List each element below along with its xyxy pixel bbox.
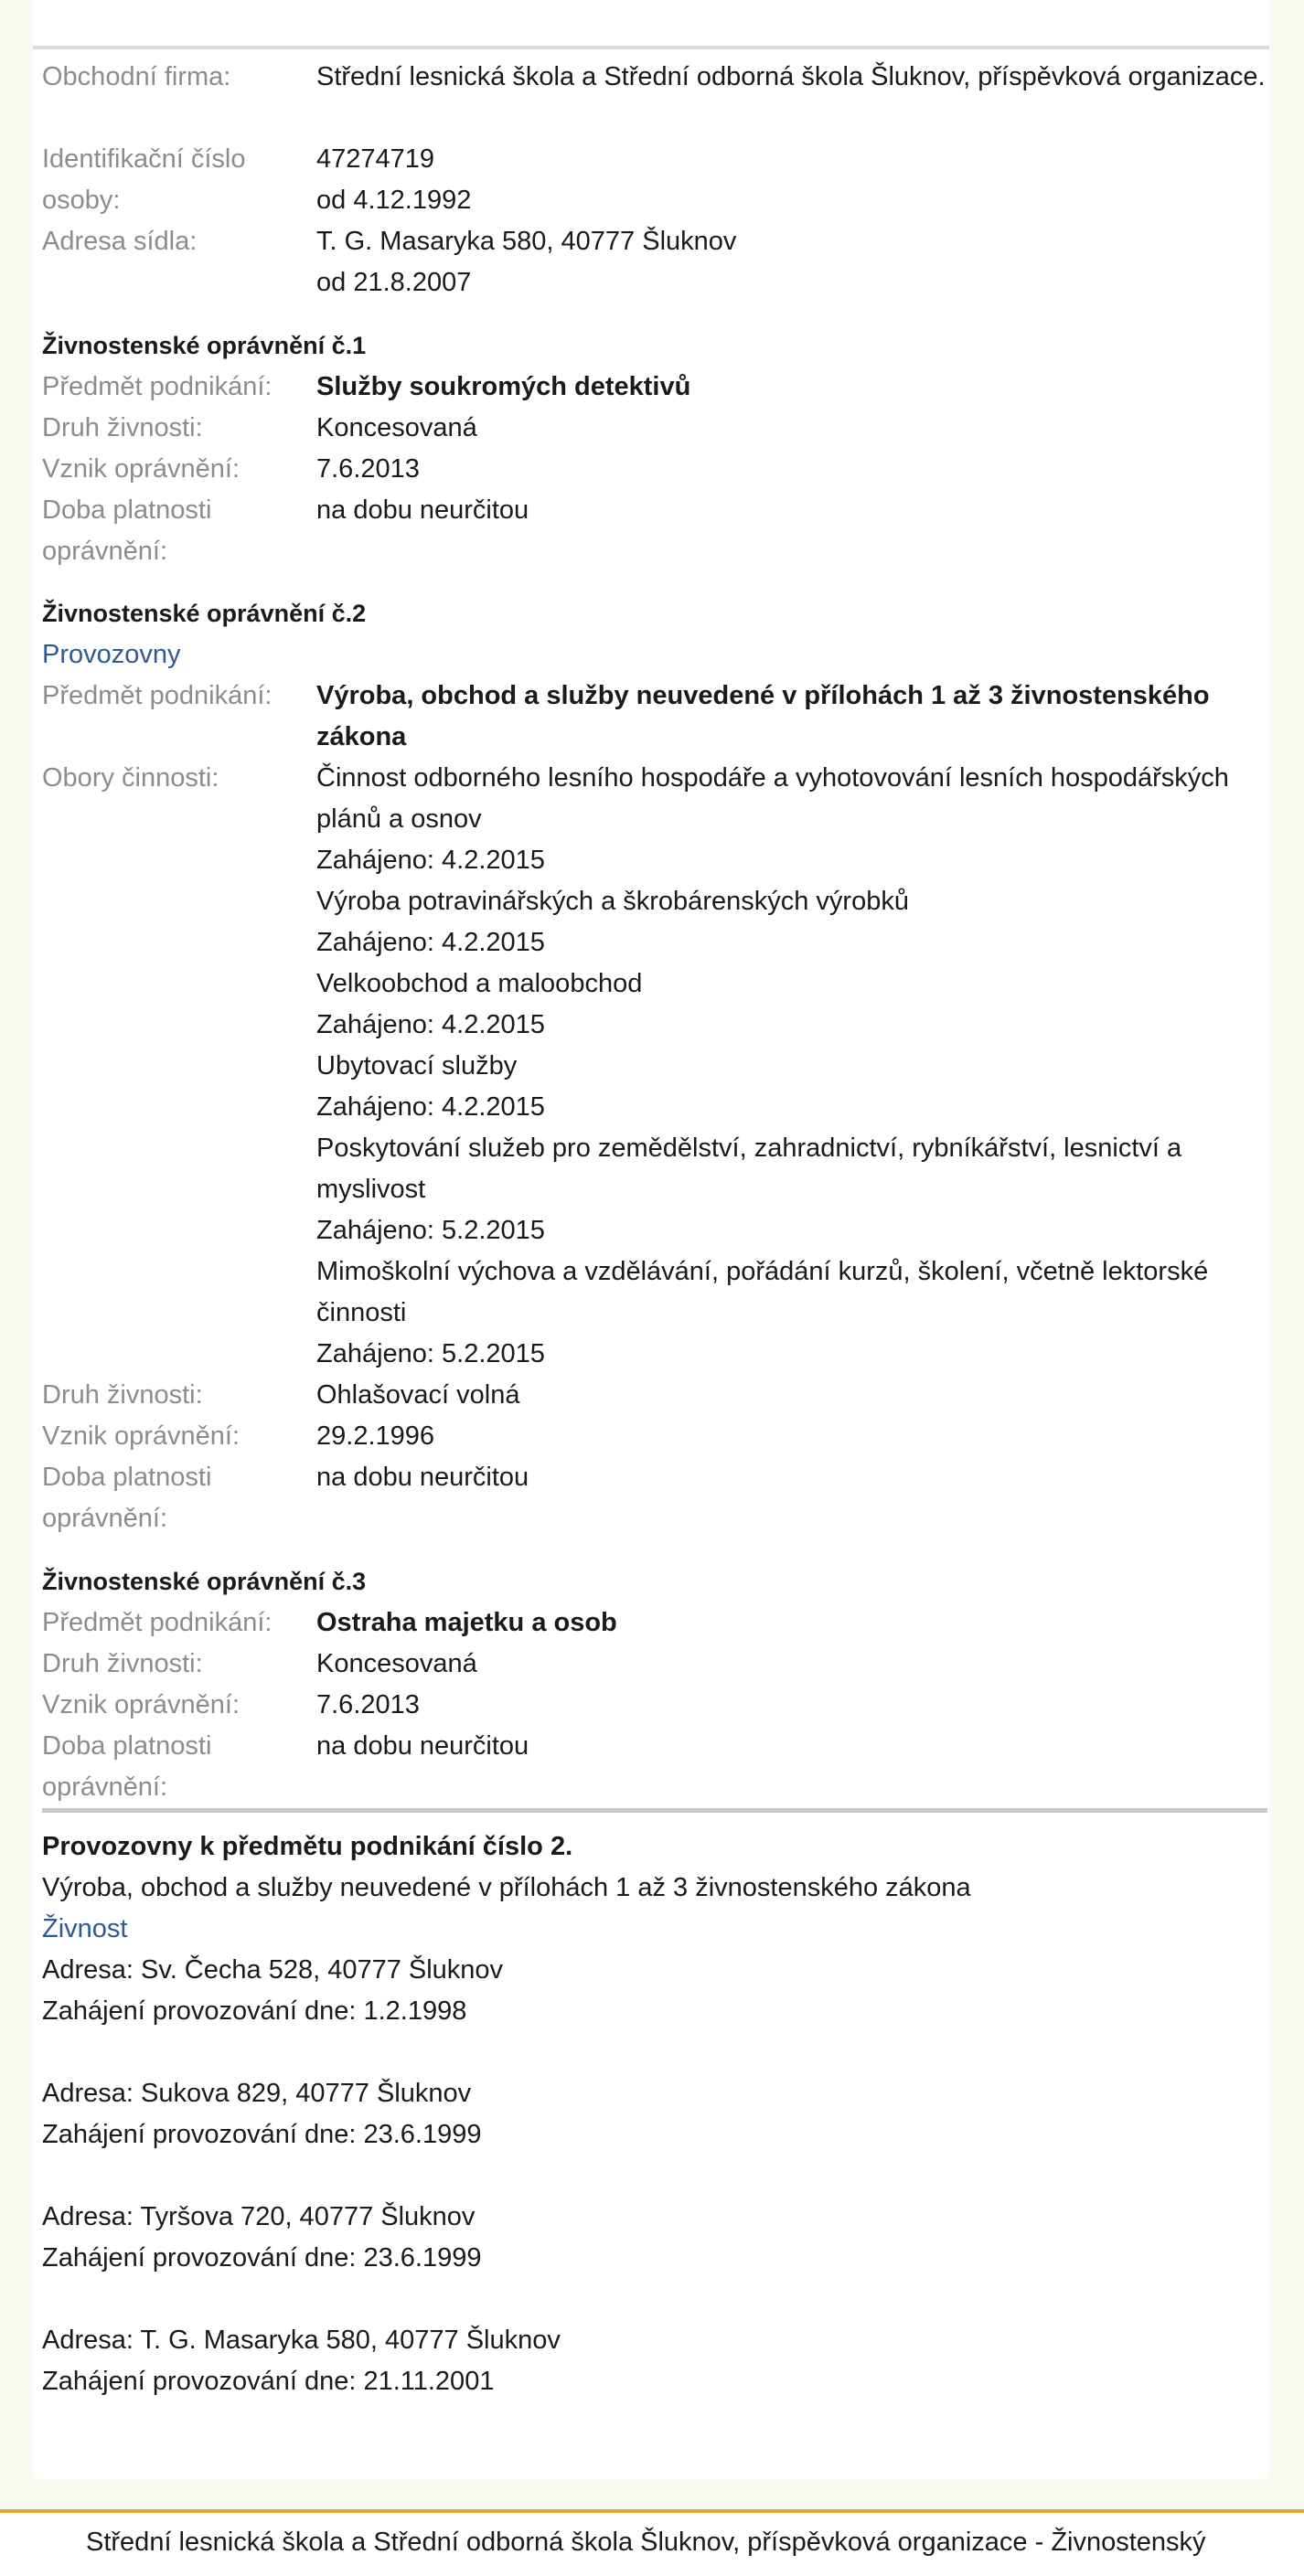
permit-2-origin-value: 29.2.1996 xyxy=(316,1421,435,1451)
permit-3-origin-value: 7.6.2013 xyxy=(316,1690,420,1719)
permit-1-validity-label: Doba platnosti oprávnění: xyxy=(42,495,212,566)
document-page xyxy=(33,0,1269,2479)
permit-1-subject-value: Služby soukromých detektivů xyxy=(316,372,691,401)
permit-1-type-value: Koncesovaná xyxy=(316,413,477,442)
ic-label: Identifikační číslo osoby: xyxy=(42,144,246,215)
field-started: Zahájeno: 5.2.2015 xyxy=(316,1339,545,1368)
permit-3-type-value: Koncesovaná xyxy=(316,1649,477,1678)
permit-3-origin-label: Vznik oprávnění: xyxy=(42,1690,240,1719)
field-name: Výroba potravinářských a škrobárenských výrobků xyxy=(316,887,909,916)
establishment-start: Zahájení provozování dne: 23.6.1999 xyxy=(42,2243,482,2273)
footer xyxy=(0,2513,1304,2576)
establishment-address: Adresa: Tyršova 720, 40777 Šluknov xyxy=(42,2202,476,2231)
address-since: od 21.8.2007 xyxy=(316,268,472,297)
field-name: Velkoobchod a maloobchod xyxy=(316,969,643,998)
establishment-start: Zahájení provozování dne: 21.11.2001 xyxy=(42,2367,495,2396)
permit-1-origin-label: Vznik oprávnění: xyxy=(42,454,240,484)
field-started: Zahájeno: 4.2.2015 xyxy=(316,1010,545,1039)
ic-since: od 4.12.1992 xyxy=(316,186,472,215)
establishment-start: Zahájení provozování dne: 1.2.1998 xyxy=(42,1996,467,2026)
permit-3-validity-label: Doba platnosti oprávnění: xyxy=(42,1731,212,1802)
company-name-label: Obchodní firma: xyxy=(42,62,231,91)
permit-3-validity-value: na dobu neurčitou xyxy=(316,1731,529,1761)
field-started: Zahájeno: 4.2.2015 xyxy=(316,846,545,875)
field-started: Zahájeno: 5.2.2015 xyxy=(316,1216,545,1245)
permit-3-type-label: Druh živnosti: xyxy=(42,1649,203,1678)
ic-row xyxy=(42,139,1267,221)
permit-2-validity-value: na dobu neurčitou xyxy=(316,1463,529,1492)
field-name: Mimoškolní výchova a vzdělávání, pořádání kurzů, školení, včetně lektorské činnosti xyxy=(316,1257,1209,1327)
top-divider xyxy=(33,46,1269,49)
permit-2-type-label: Druh živnosti: xyxy=(42,1380,203,1410)
establishment-address: Adresa: Sukova 829, 40777 Šluknov xyxy=(42,2079,472,2108)
permit-3-subject-value: Ostraha majetku a osob xyxy=(316,1608,617,1637)
permit-3-heading: Živnostenské oprávnění č.3 xyxy=(42,1568,367,1595)
company-name-value: Střední lesnická škola a Střední odborná škola Šluknov, příspěvková organizace. xyxy=(316,62,1266,91)
permit-1-subject-label: Předmět podnikání: xyxy=(42,372,273,401)
permit-1-type-label: Druh živnosti: xyxy=(42,413,203,442)
field-name: Ubytovací služby xyxy=(316,1051,518,1080)
address-row xyxy=(42,221,1267,303)
establishment-address: Adresa: Sv. Čecha 528, 40777 Šluknov xyxy=(42,1955,504,1985)
ic-value: 47274719 xyxy=(316,144,435,174)
permit-2-heading: Živnostenské oprávnění č.2 xyxy=(42,600,367,627)
permit-2-fields-label: Obory činnosti: xyxy=(42,763,219,793)
permit-2-type-value: Ohlašovací volná xyxy=(316,1380,520,1410)
zivnost-link[interactable]: Živnost xyxy=(42,1914,128,1943)
establishment-address: Adresa: T. G. Masaryka 580, 40777 Šluknov xyxy=(42,2326,561,2355)
permit-1-origin-value: 7.6.2013 xyxy=(316,454,420,484)
permit-1-validity-value: na dobu neurčitou xyxy=(316,495,529,525)
permit-3-subject-label: Předmět podnikání: xyxy=(42,1608,273,1637)
permit-2-subject-value: Výroba, obchod a služby neuvedené v přílohách 1 až 3 živnostenského zákona xyxy=(316,681,1210,751)
permit-2-origin-label: Vznik oprávnění: xyxy=(42,1421,240,1451)
permit-2-validity-label: Doba platnosti oprávnění: xyxy=(42,1463,212,1533)
field-name: Poskytování služeb pro zemědělství, zahradnictví, rybníkářství, lesnictví a myslivost xyxy=(316,1134,1182,1204)
field-name: Činnost odborného lesního hospodáře a vyhotovování lesních hospodářských plánů a osnov xyxy=(316,763,1229,834)
permit-2-subject-label: Předmět podnikání: xyxy=(42,681,273,710)
company-name-row xyxy=(42,57,1267,139)
establishments-subject: Výroba, obchod a služby neuvedené v přílohách 1 až 3 živnostenského zákona xyxy=(42,1873,971,1902)
footer-title: Střední lesnická škola a Střední odborná škola Šluknov, příspěvková organizace - Živnostenský xyxy=(86,2528,1206,2557)
provozovny-link[interactable]: Provozovny xyxy=(42,640,181,669)
address-value: T. G. Masaryka 580, 40777 Šluknov xyxy=(316,227,737,256)
field-started: Zahájeno: 4.2.2015 xyxy=(316,928,545,957)
field-started: Zahájeno: 4.2.2015 xyxy=(316,1092,545,1122)
establishments-heading: Provozovny k předmětu podnikání číslo 2. xyxy=(42,1832,573,1861)
establishment-start: Zahájení provozování dne: 23.6.1999 xyxy=(42,2120,482,2149)
section-divider xyxy=(42,1808,1267,1813)
address-label: Adresa sídla: xyxy=(42,227,198,256)
permit-1-heading: Živnostenské oprávnění č.1 xyxy=(42,332,367,359)
